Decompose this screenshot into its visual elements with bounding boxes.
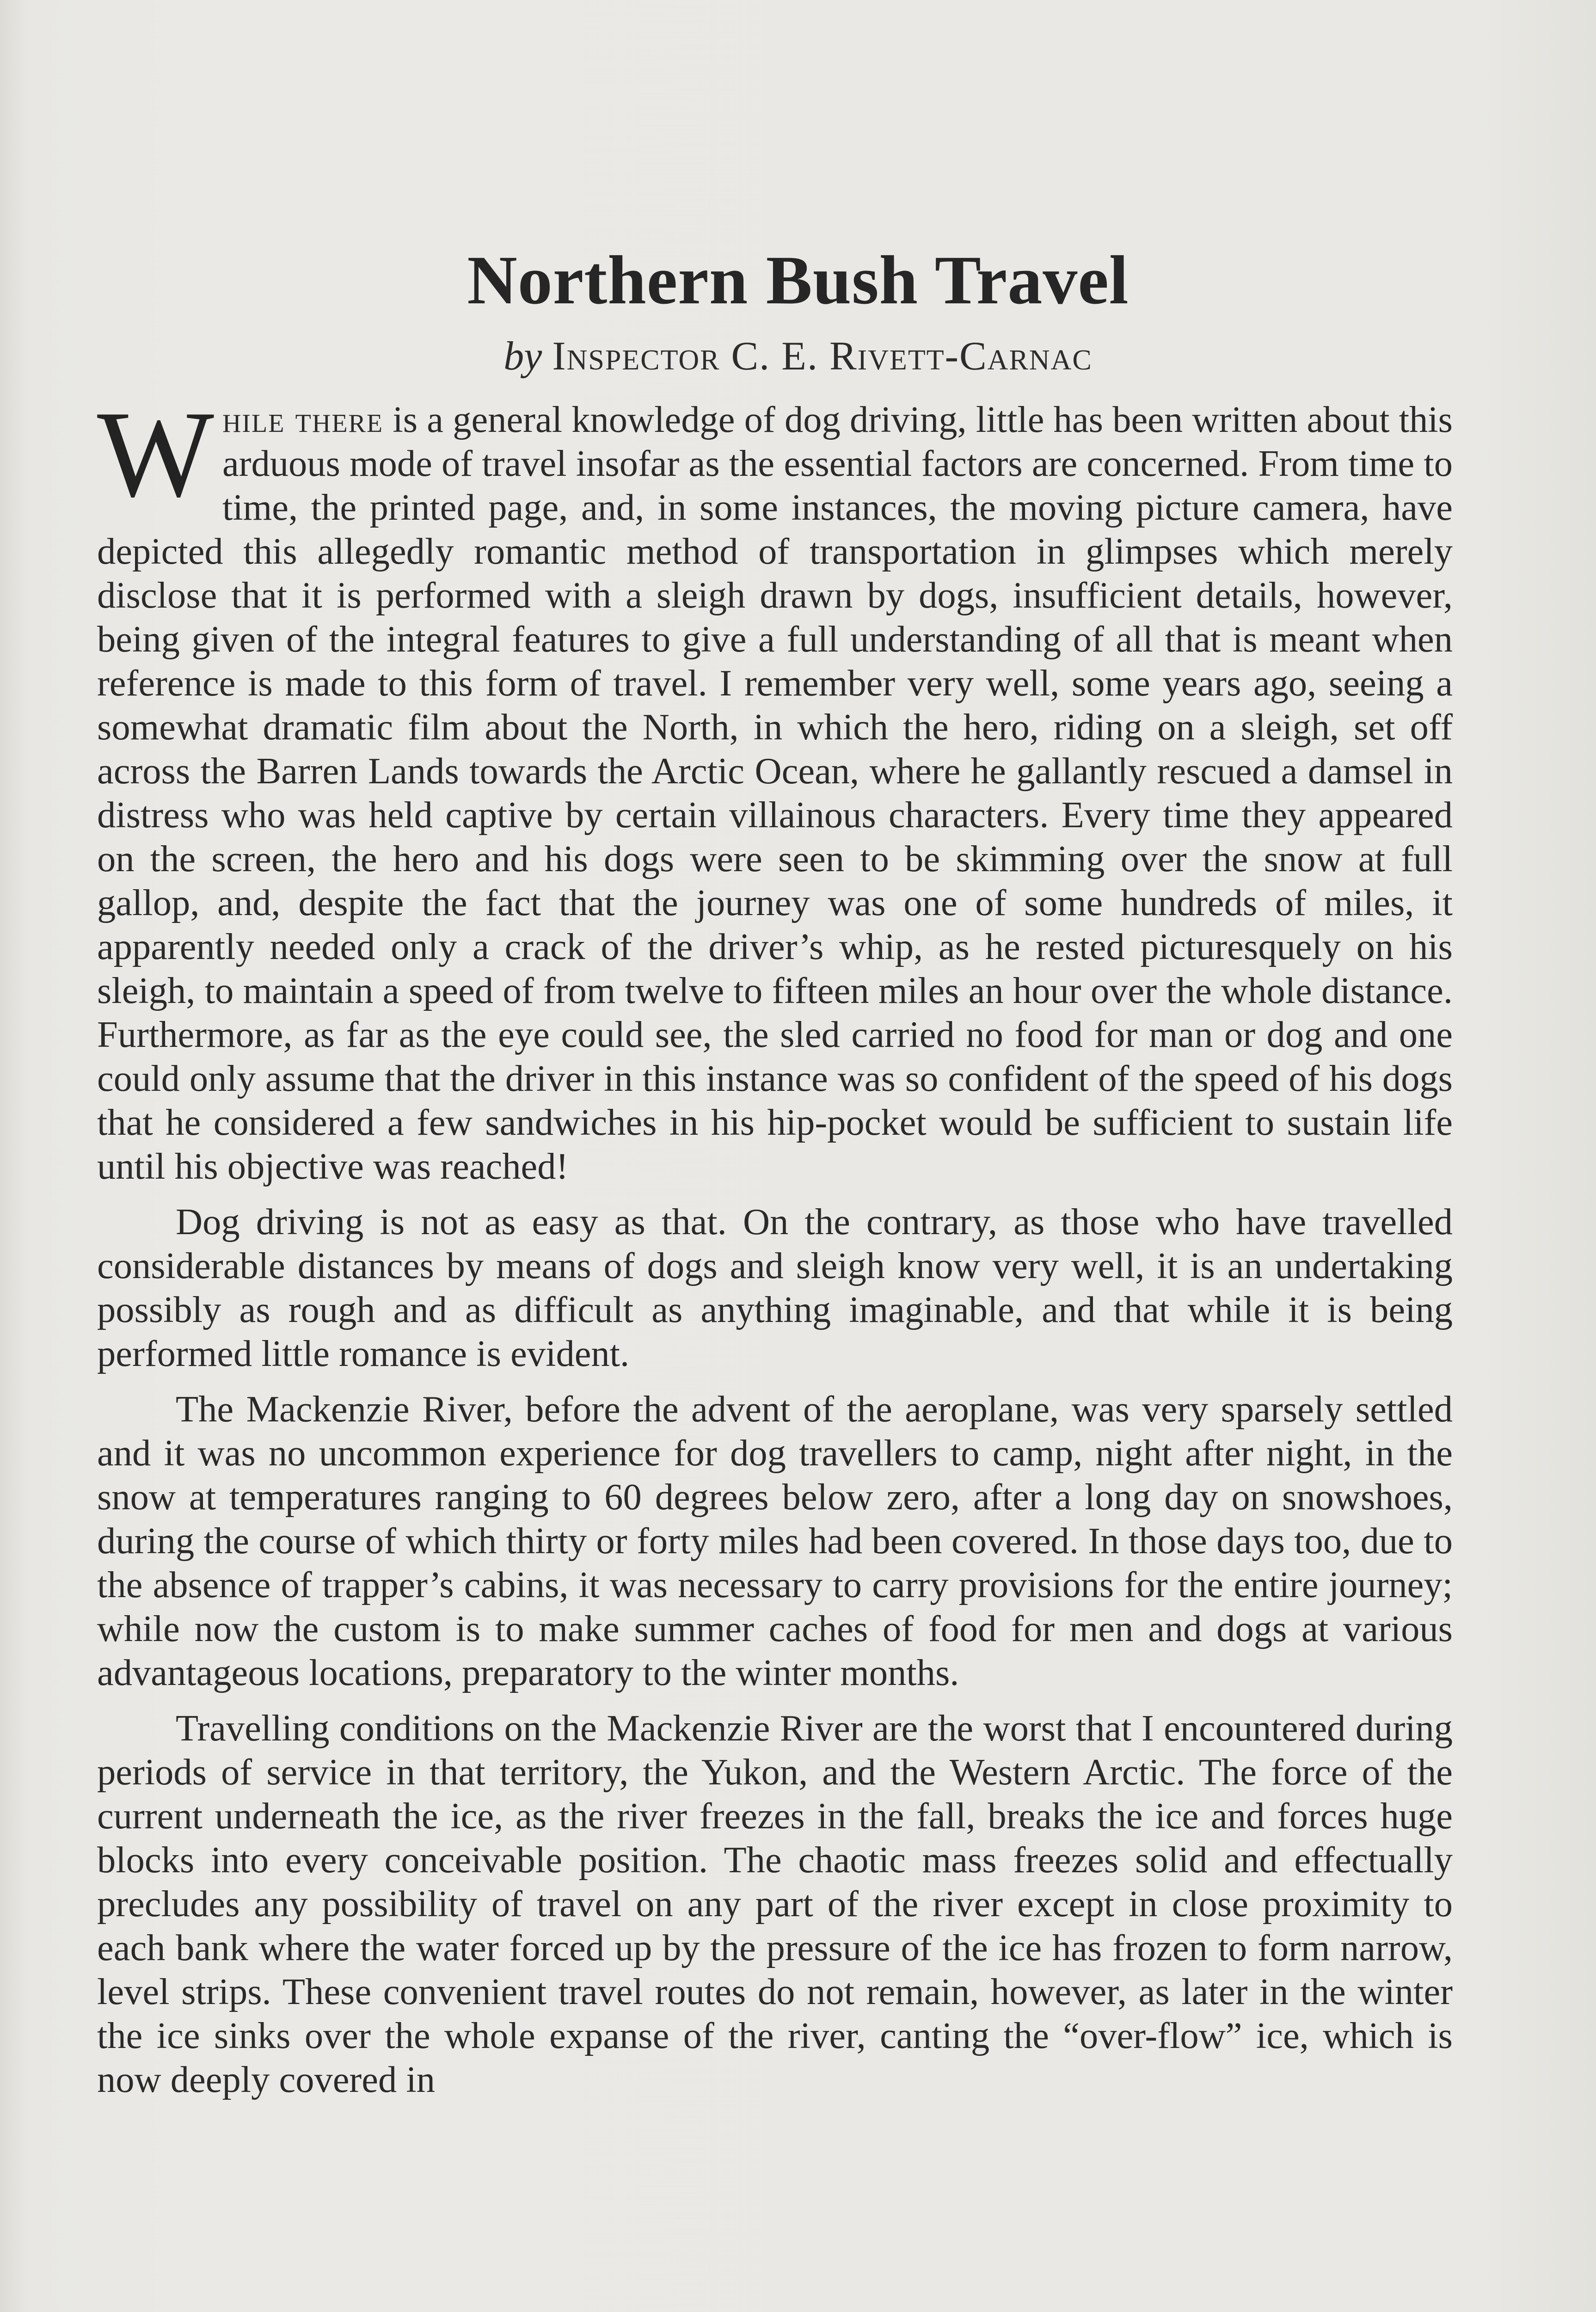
paragraph-2: Dog driving is not as easy as that. On the contrary, as those who have travelled considerable distances by means of dogs and sleigh know very well, it is an undertaking possibly as rough and as difficult as anything imaginable, and that while it is being performed little romance is evident. xyxy=(97,1201,1453,1374)
drop-cap: W xyxy=(97,385,214,523)
article-title: Northern Bush Travel xyxy=(467,242,1129,319)
article-body xyxy=(97,385,1453,2113)
paragraph-4: Travelling conditions on the Mackenzie River are the worst that I encountered during periods of service in that territory, the Yukon, and the Western Arctic. The force of the current underneath the ice, as the river freezes in the fall, breaks the ice and forces huge blocks into every conceivable position. The chaotic mass freezes solid and effectually precludes any possibility of travel on any part of the river except in close proximity to each bank where the water forced up by the pressure of the ice has frozen to form narrow, level strips. These convenient travel routes do not remain, however, as later in the winter the ice sinks over the whole expanse of the river, canting the “over-flow” ice, which is now deeply covered in xyxy=(97,1708,1453,2100)
lead-in-smallcaps: hile there xyxy=(222,399,384,440)
author-name: Inspector C. E. Rivett-Carnac xyxy=(552,334,1093,379)
byline-prefix: by xyxy=(503,334,542,379)
article-byline xyxy=(0,333,1596,380)
paragraph-3: The Mackenzie River, before the advent of the aeroplane, was very sparsely settled and it was no uncommon experience for dog travellers to camp, night after night, in the snow at temperatures ranging to 60 degrees below zero, after a long day on snowshoes, during the course of which thirty or forty miles had been covered. In those days too, due to the absence of trapper’s cabins, it was necessary to carry provisions for the entire journey; while now the custom is to make summer caches of food for men and dogs at various advantageous locations, preparatory to the winter months. xyxy=(97,1389,1453,1693)
paragraph-1-text: is a general knowledge of dog driving, little has been written about this arduous mode of travel insofar as the essential factors are concerned. From time to time, the printed page, and, in some instances, the moving picture camera, have depicted this allegedly romantic method of transportation in glimpses which merely disclose that it is performed with a sleigh drawn by dogs, insufficient details, however, being given of the integral features to give a full understanding of all that is meant when reference is made to this form of travel. I remember very well, some years ago, seeing a somewhat dramatic film about the North, in which the hero, riding on a sleigh, set off across the Barren Lands towards the Arctic Ocean, where he gallantly rescued a damsel in distress who was held captive by certain villainous characters. Every time they appeared on the screen, the hero and his dogs were seen to be skimming over the snow at full gallop, and, despite the fact that the journey was one of some hundreds of miles, it apparently needed only a crack of the driver’s whip, as he rested picturesquely on his sleigh, to maintain a speed of from twelve to fifteen miles an hour over the whole distance. Furthermore, as far as the eye could see, the sled carried no food for man or dog and one could only assume that the driver in this instance was so confident of the speed of his dogs that he considered a few sandwiches in his hip-pocket would be sufficient to sustain life until his objective was reached! xyxy=(97,399,1453,1187)
paragraph-1 xyxy=(97,385,1453,1188)
